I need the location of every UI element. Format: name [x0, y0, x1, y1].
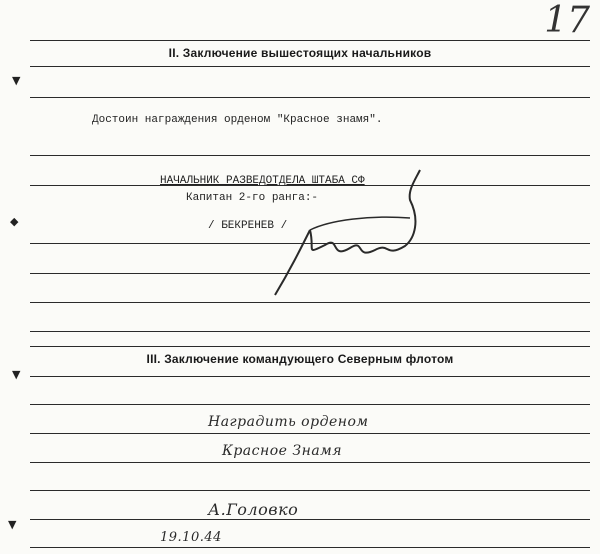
- signer-title: НАЧАЛЬНИК РАЗВЕДОТДЕЛА ШТАБА СФ: [160, 175, 365, 187]
- ruled-line: [30, 404, 590, 405]
- signature-scribble: [270, 160, 430, 300]
- commander-signature: А.Головко: [208, 500, 299, 519]
- ruled-line: [30, 346, 590, 347]
- margin-mark: ▼: [12, 368, 21, 381]
- ruled-line: [30, 433, 590, 434]
- section3-heading: III. Заключение командующего Северным флотом: [146, 352, 454, 366]
- signature-date: 19.10.44: [160, 530, 222, 545]
- conclusion-text: Достоин награждения орденом "Красное знамя".: [92, 114, 383, 126]
- ruled-line: [30, 66, 590, 67]
- ruled-line: [30, 490, 590, 491]
- page-number: 17: [544, 0, 590, 41]
- ruled-line: [30, 97, 590, 98]
- section2-heading: II. Заключение вышестоящих начальников: [168, 46, 432, 60]
- ruled-line: [30, 519, 590, 520]
- signer-rank: Капитан 2-го ранга:-: [186, 192, 319, 204]
- ruled-line: [30, 155, 590, 156]
- ruled-line: [30, 302, 590, 303]
- ruled-line: [30, 376, 590, 377]
- signer-name: / БЕКРЕНЕВ /: [208, 220, 288, 232]
- ruled-line: [30, 547, 590, 548]
- margin-mark: ▼: [12, 74, 21, 87]
- margin-mark: ▼: [8, 518, 17, 531]
- handwritten-line1: Наградить орденом: [208, 414, 369, 430]
- handwritten-line2: Красное Знамя: [222, 443, 343, 459]
- ruled-line: [30, 331, 590, 332]
- ruled-line: [30, 40, 590, 41]
- margin-mark: ◆: [10, 215, 19, 228]
- ruled-line: [30, 462, 590, 463]
